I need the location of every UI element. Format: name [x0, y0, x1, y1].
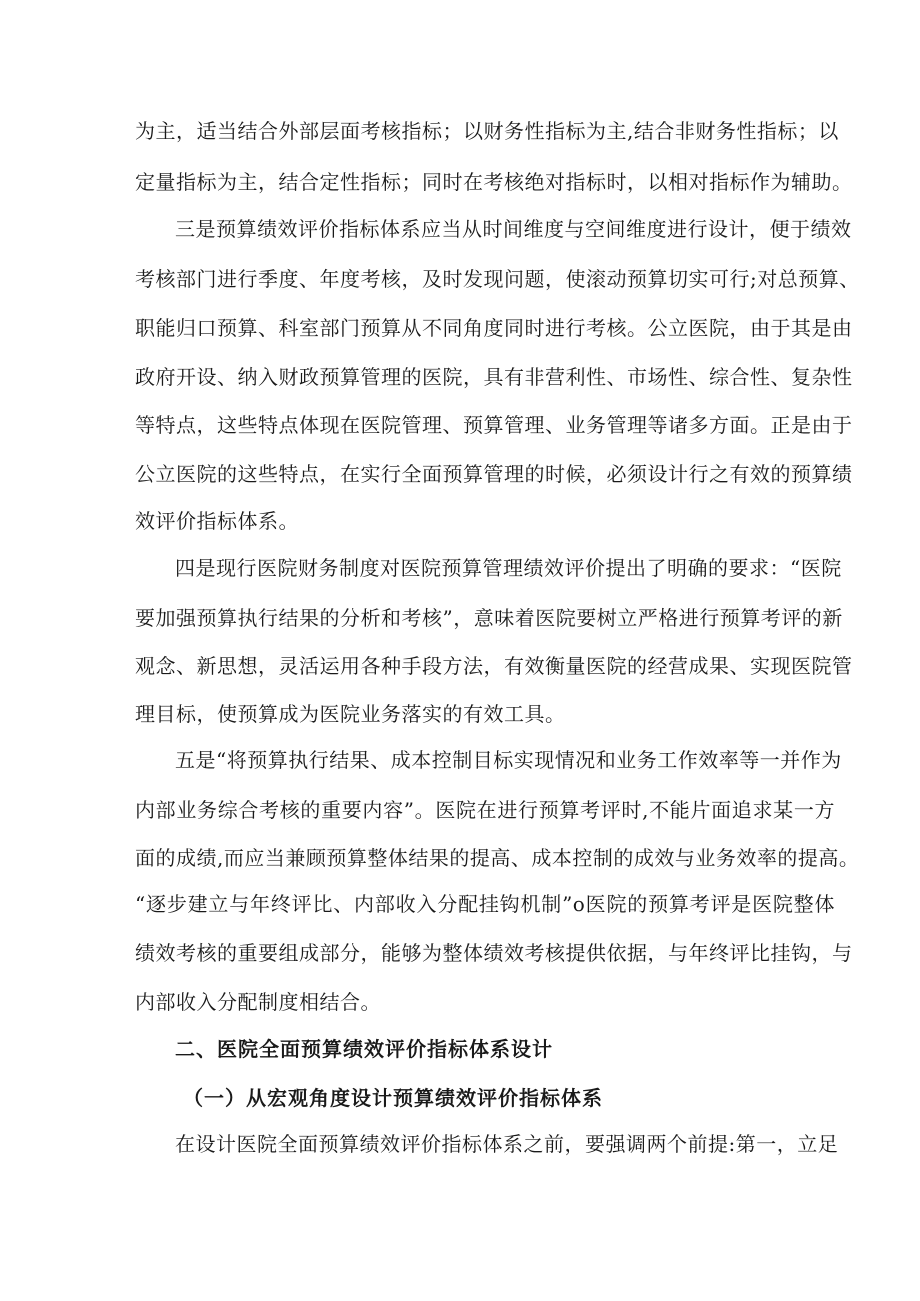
paragraph-line: 公立医院的这些特点，在实行全面预算管理的时候，必须设计行之有效的预算绩 [135, 462, 853, 486]
paragraph-line: 等特点，这些特点体现在医院管理、预算管理、业务管理等诸多方面。正是由于 [135, 413, 853, 437]
paragraph-line: 内部业务综合考核的重要内容”。医院在进行预算考评时,不能片面追求某一方 [135, 798, 835, 822]
paragraph-line: 内部收入分配制度相结合。 [135, 990, 381, 1014]
section-heading: 二、医院全面预算绩效评价指标体系设计 [175, 1037, 553, 1061]
paragraph-line: 三是预算绩效评价指标体系应当从时间维度与空间维度进行设计，便于绩效 [175, 217, 852, 241]
paragraph-line: 职能归口预算、科室部门预算从不同角度同时进行考核。公立医院，由于其是由 [135, 316, 853, 340]
paragraph-line: 考核部门进行季度、年度考核，及时发现问题，使滚动预算切实可行;对总预算、 [135, 267, 860, 291]
paragraph-line: 面的成绩,而应当兼顾预算整体结果的提高、成本控制的成效与业务效率的提高。 [135, 846, 860, 870]
paragraph-line: 四是现行医院财务制度对医院预算管理绩效评价提出了明确的要求：“医院 [175, 556, 842, 580]
paragraph-line: 政府开设、纳入财政预算管理的医院，具有非营利性、市场性、综合性、复杂性 [135, 365, 853, 389]
paragraph-line: 定量指标为主，结合定性指标；同时在考核绝对指标时，以相对指标作为辅助。 [135, 170, 853, 194]
paragraph-line: 效评价指标体系。 [135, 509, 299, 533]
paragraph-line: 绩效考核的重要组成部分，能够为整体绩效考核提供依据，与年终评比挂钩，与 [135, 941, 853, 965]
paragraph-line: 理目标，使预算成为医院业务落实的有效工具。 [135, 702, 566, 726]
paragraph-line: 为主，适当结合外部层面考核指标；以财务性指标为主,结合非财务性指标；以 [135, 119, 839, 143]
paragraph-line: “逐步建立与年终评比、内部收入分配挂钩机制”o医院的预算考评是医院整体 [135, 892, 835, 916]
paragraph-line: 要加强预算执行结果的分析和考核”，意味着医院要树立严格进行预算考评的新 [135, 606, 843, 630]
subsection-heading: （一）从宏观角度设计预算绩效评价指标体系 [183, 1086, 603, 1110]
paragraph-line: 五是“将预算执行结果、成本控制目标实现情况和业务工作效率等一并作为 [175, 748, 842, 772]
paragraph-line: 在设计医院全面预算绩效评价指标体系之前，要强调两个前提:第一，立足 [175, 1132, 839, 1156]
paragraph-line: 观念、新思想，灵活运用各种手段方法，有效衡量医院的经营成果、实现医院管 [135, 654, 853, 678]
